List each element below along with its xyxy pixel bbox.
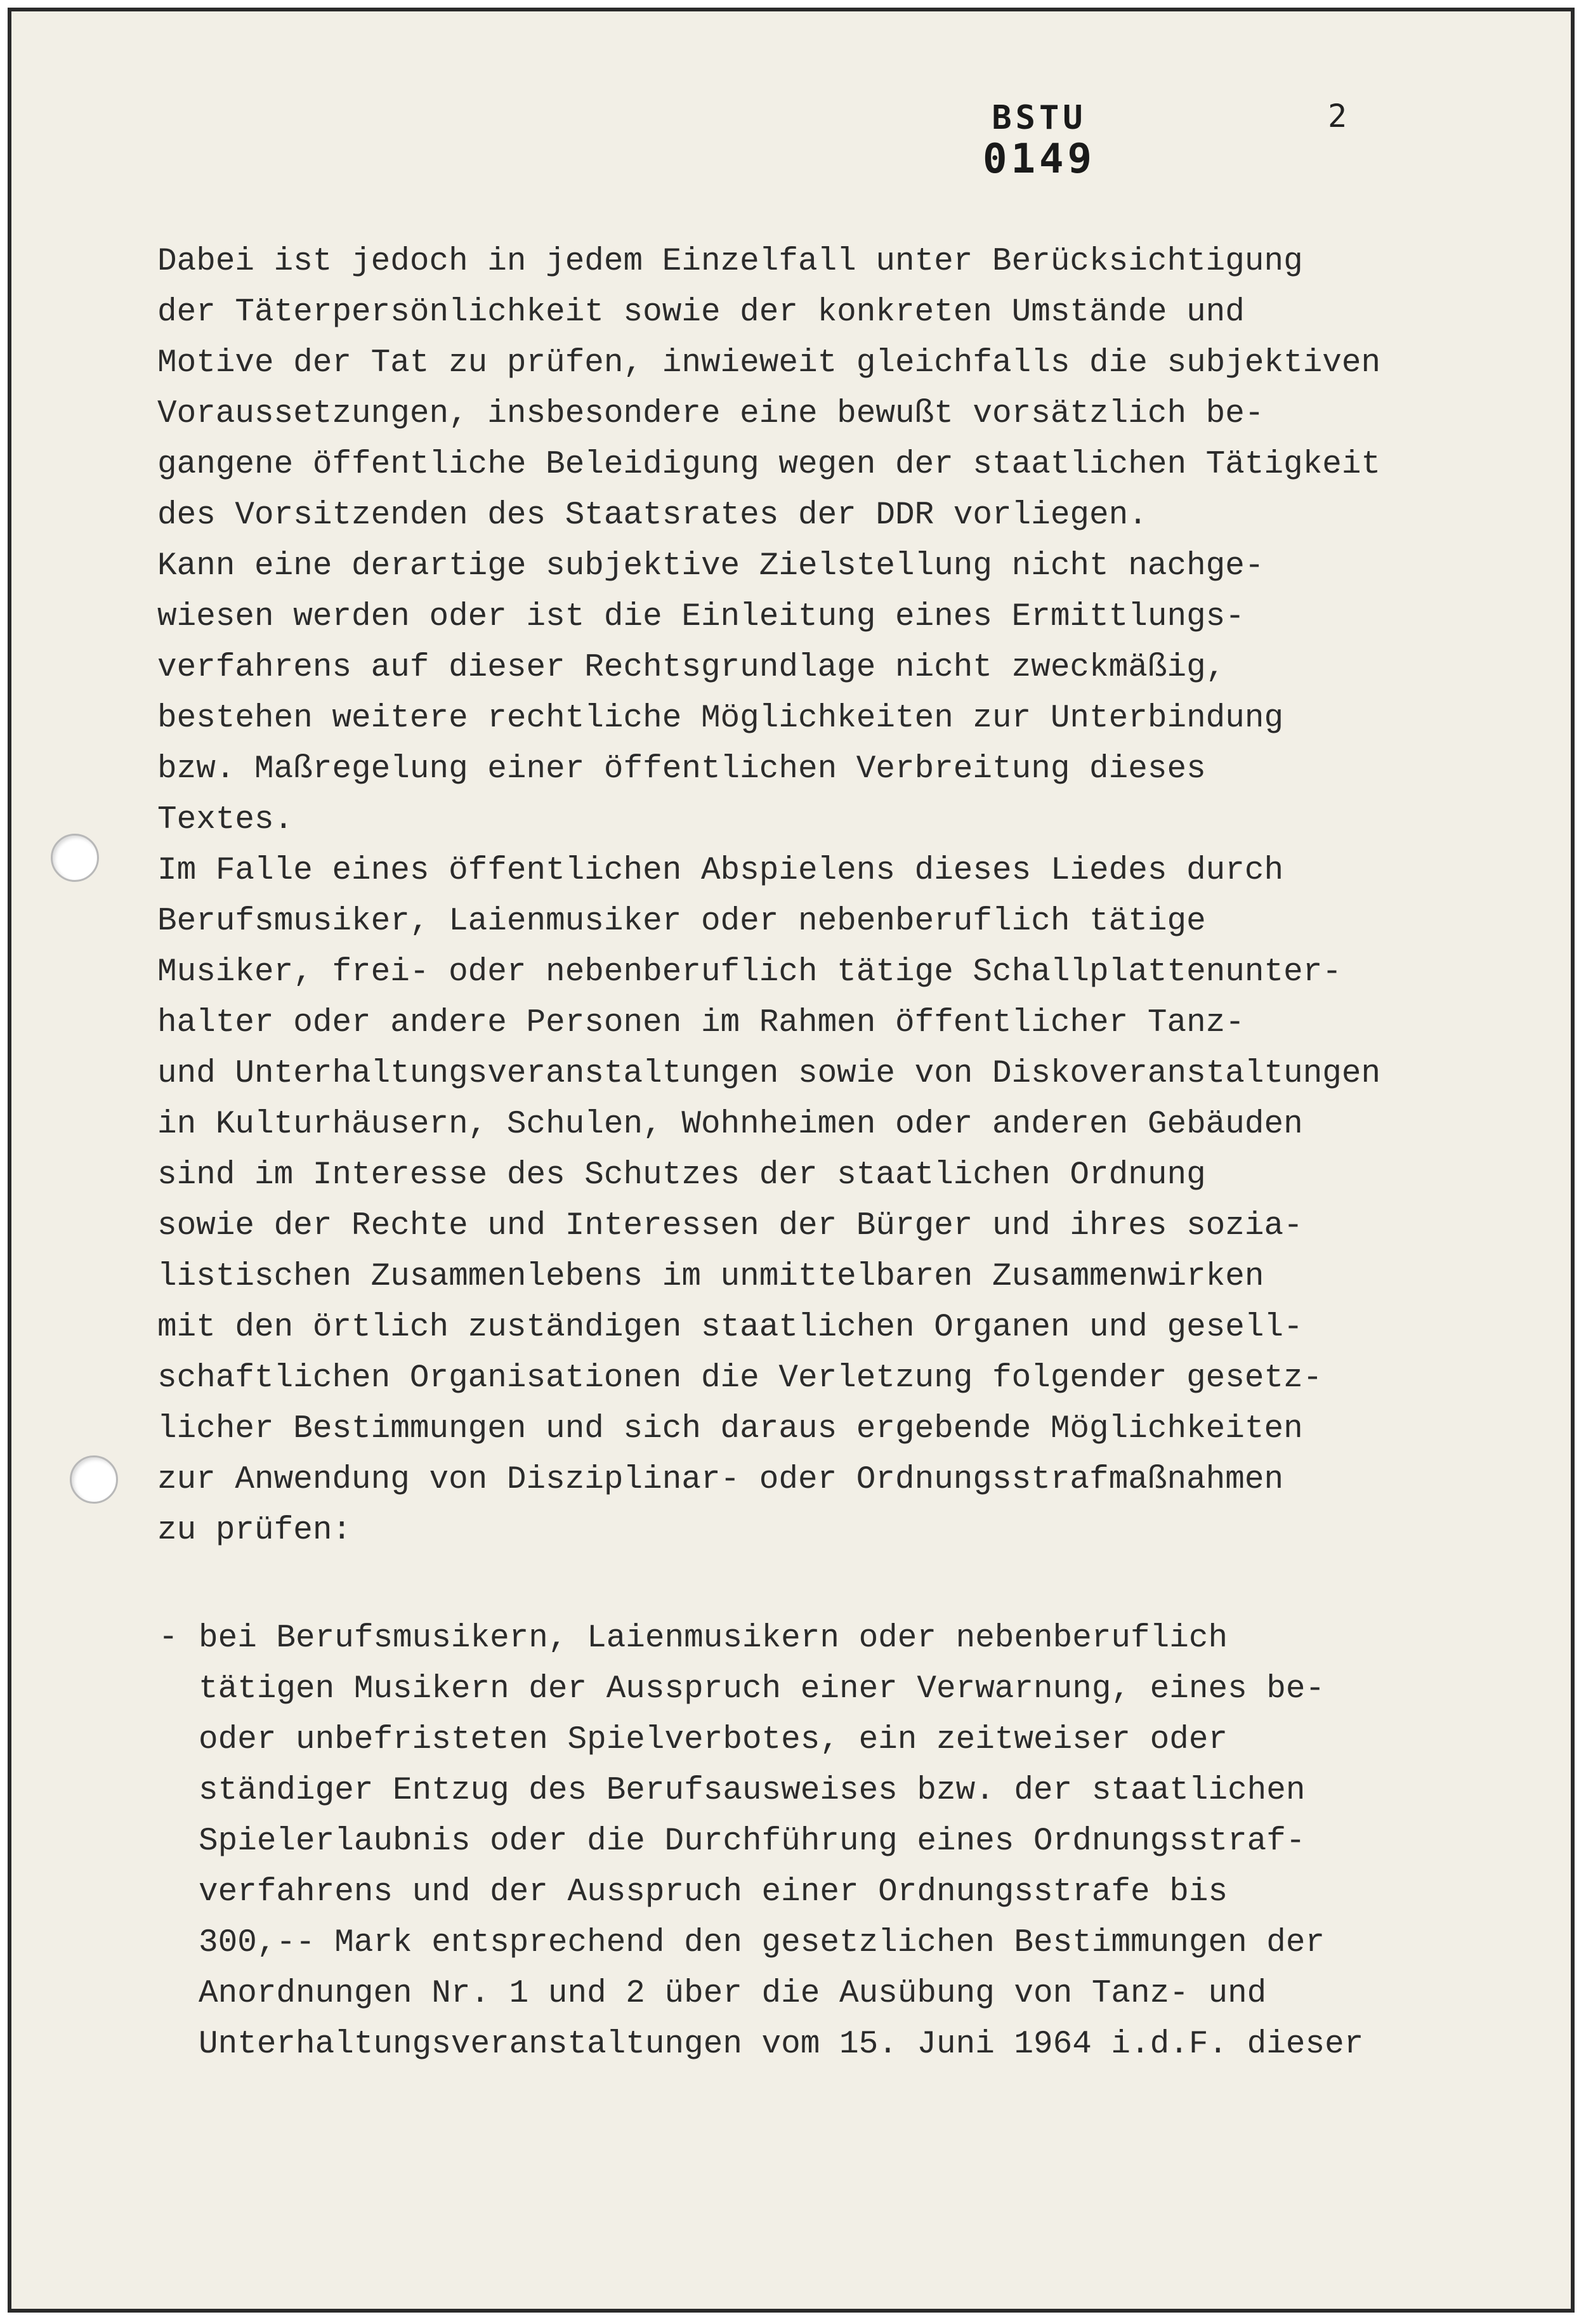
text-line: Unterhaltungsveranstaltungen vom 15. Juni 1964 i.d.F. dieser — [199, 2026, 1364, 2063]
text-line: zu prüfen: — [157, 1513, 352, 1549]
text-line: bzw. Maßregelung einer öffentlichen Verbreitung dieses — [157, 751, 1206, 787]
text-line: sind im Interesse des Schutzes der staatlichen Ordnung — [157, 1157, 1206, 1193]
text-line: Anordnungen Nr. 1 und 2 über die Ausübung von Tanz- und — [199, 1976, 1267, 2012]
text-line: 300,-- Mark entsprechend den gesetzlichen Bestimmungen der — [199, 1925, 1325, 1961]
text-line: Motive der Tat zu prüfen, inwieweit gleichfalls die subjektiven — [157, 345, 1381, 381]
text-line: ständiger Entzug des Berufsausweises bzw. der staatlichen — [199, 1773, 1306, 1809]
text-line: licher Bestimmungen und sich daraus ergebende Möglichkeiten — [157, 1411, 1303, 1447]
text-line: und Unterhaltungsveranstaltungen sowie von Diskoveranstaltungen — [157, 1056, 1381, 1092]
text-line: Im Falle eines öffentlichen Abspielens dieses Liedes durch — [157, 853, 1284, 889]
text-line: sowie der Rechte und Interessen der Bürger und ihres sozia- — [157, 1208, 1303, 1244]
text-line: mit den örtlich zuständigen staatlichen Organen und gesell- — [157, 1310, 1303, 1346]
punch-hole-bottom — [70, 1455, 118, 1504]
text-line: Voraussetzungen, insbesondere eine bewußt vorsätzlich be- — [157, 396, 1264, 432]
text-line: verfahrens und der Ausspruch einer Ordnungsstrafe bis — [199, 1874, 1228, 1910]
text-line: zur Anwendung von Disziplinar- oder Ordnungsstrafmaßnahmen — [157, 1462, 1284, 1498]
archive-stamp-number: 0149 — [982, 136, 1096, 183]
text-line: verfahrens auf dieser Rechtsgrundlage nicht zweckmäßig, — [157, 650, 1226, 686]
text-line: bei Berufsmusikern, Laienmusikern oder nebenberuflich — [199, 1620, 1228, 1657]
text-line: bestehen weitere rechtliche Möglichkeiten zur Unterbindung — [157, 700, 1284, 737]
text-line: gangene öffentliche Beleidigung wegen der staatlichen Tätigkeit — [157, 447, 1381, 483]
archive-stamp-label: BSTU — [992, 99, 1087, 137]
text-line: Textes. — [157, 802, 294, 838]
text-line: Spielerlaubnis oder die Durchführung eines Ordnungsstraf- — [199, 1823, 1306, 1860]
text-line: Musiker, frei- oder nebenberuflich tätige Schallplattenunter- — [157, 954, 1342, 990]
bullet-marker: - — [159, 1620, 178, 1656]
text-line: tätigen Musikern der Ausspruch einer Verwarnung, eines be- — [199, 1671, 1325, 1707]
text-line: halter oder andere Personen im Rahmen öffentlicher Tanz- — [157, 1005, 1245, 1041]
text-line: der Täterpersönlichkeit sowie der konkreten Umstände und — [157, 294, 1245, 331]
text-line: listischen Zusammenlebens im unmittelbaren Zusammenwirken — [157, 1259, 1264, 1295]
text-line: des Vorsitzenden des Staatsrates der DDR vorliegen. — [157, 497, 1148, 534]
text-line: schaftlichen Organisationen die Verletzung folgender gesetz- — [157, 1360, 1323, 1396]
text-line: wiesen werden oder ist die Einleitung eines Ermittlungs- — [157, 599, 1245, 635]
text-line: in Kulturhäusern, Schulen, Wohnheimen oder anderen Gebäuden — [157, 1106, 1303, 1143]
text-line: Dabei ist jedoch in jedem Einzelfall unter Berücksichtigung — [157, 244, 1303, 280]
text-line: Berufsmusiker, Laienmusiker oder nebenberuflich tätige — [157, 903, 1206, 940]
punch-hole-top — [51, 834, 99, 882]
text-line: Kann eine derartige subjektive Zielstellung nicht nachge- — [157, 548, 1264, 584]
page-number: 2 — [1328, 98, 1347, 135]
document-page — [8, 8, 1575, 2313]
text-line: oder unbefristeten Spielverbotes, ein zeitweiser oder — [199, 1722, 1228, 1758]
